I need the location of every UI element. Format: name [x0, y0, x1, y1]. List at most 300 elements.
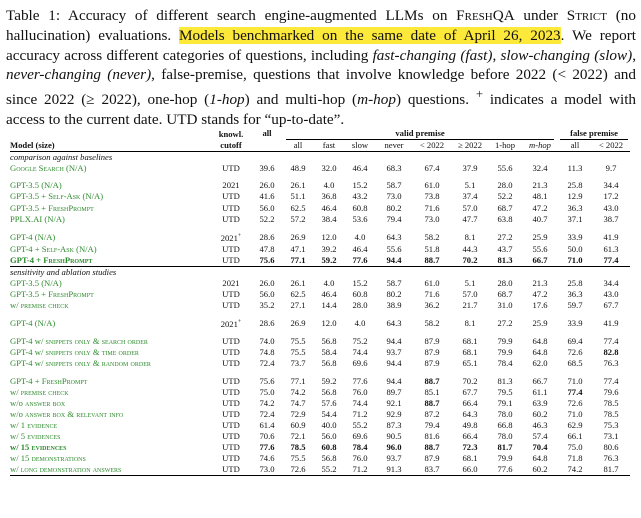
value-cell: 46.4: [352, 243, 368, 254]
value-cell: 49.8: [462, 419, 478, 430]
value-cell: 27.1: [290, 300, 306, 311]
value-cell: 94.4: [386, 358, 402, 369]
table-row: [10, 244, 630, 255]
table-row: [10, 317, 630, 330]
value-cell: 35.2: [259, 300, 275, 311]
table-row: [10, 289, 630, 300]
value-cell: 74.2: [259, 397, 275, 408]
value-cell: 47.1: [290, 243, 306, 254]
results-table-wrap: [10, 128, 630, 476]
value-cell: 74.0: [259, 336, 275, 347]
table-row: [10, 278, 630, 289]
cutoff-cell: UTD: [222, 386, 240, 397]
value-cell: 39.6: [259, 163, 275, 174]
table-row: [10, 442, 630, 453]
value-cell: 75.5: [290, 453, 306, 464]
value-cell: 87.3: [386, 419, 402, 430]
subheader: fast: [322, 140, 336, 151]
value-cell: 76.3: [603, 453, 619, 464]
value-cell: 58.4: [321, 347, 337, 358]
model-name: GPT-4 + FreshPrompt: [10, 375, 88, 386]
value-cell: 34.4: [603, 180, 619, 191]
value-cell: 61.4: [259, 419, 275, 430]
value-cell: 68.1: [462, 336, 478, 347]
value-cell: 65.1: [462, 358, 478, 369]
value-cell: 69.4: [567, 336, 583, 347]
table-row: [10, 336, 630, 347]
value-cell: 58.7: [386, 180, 402, 191]
value-cell: 75.5: [290, 336, 306, 347]
value-cell: 73.0: [424, 213, 440, 224]
value-cell: 39.2: [321, 243, 337, 254]
value-cell: 78.4: [497, 358, 513, 369]
table-row: [10, 409, 630, 420]
value-cell: 55.6: [532, 243, 548, 254]
table-row: [10, 203, 630, 214]
cutoff-cell: UTD: [222, 213, 240, 224]
value-cell: 72.9: [290, 408, 306, 419]
caption-text-2: under: [514, 7, 567, 24]
subheader: ≥ 2022: [457, 140, 483, 151]
value-cell: 28.6: [259, 318, 275, 329]
cutoff-cell: UTD: [222, 419, 240, 430]
value-cell: 56.8: [321, 358, 337, 369]
value-cell: 40.0: [321, 419, 337, 430]
model-name: GPT-3.5 (N/A): [10, 277, 62, 288]
value-cell: 60.2: [522, 464, 558, 476]
value-cell: 46.4: [321, 202, 337, 213]
value-cell: 47.2: [532, 202, 548, 213]
value-cell: 15.2: [352, 180, 368, 191]
value-cell: 74.6: [259, 453, 275, 464]
value-cell: 59.2: [321, 254, 337, 265]
cutoff-cell: 2021: [222, 180, 240, 191]
freshqa-name: FreshQA: [456, 7, 515, 24]
value-cell: 64.3: [386, 231, 402, 242]
value-cell: 77.1: [290, 254, 306, 265]
value-cell: 71.6: [424, 289, 440, 300]
value-cell: 53.6: [352, 213, 368, 224]
value-cell: 92.9: [386, 408, 402, 419]
value-cell: 81.7: [592, 464, 630, 476]
value-cell: 71.2: [344, 464, 376, 476]
value-cell: 57.4: [532, 430, 548, 441]
value-cell: 36.3: [567, 202, 583, 213]
value-cell: 25.8: [567, 277, 583, 288]
value-cell: 79.9: [497, 453, 513, 464]
value-cell: 62.5: [290, 289, 306, 300]
cutoff-cell: UTD: [222, 347, 240, 358]
value-cell: 83.7: [412, 464, 452, 476]
value-cell: 60.2: [532, 408, 548, 419]
value-cell: 94.4: [386, 254, 402, 265]
value-cell: 71.0: [567, 408, 583, 419]
value-cell: 4.0: [354, 318, 366, 329]
value-cell: 66.8: [497, 419, 513, 430]
highlighted-date-note: Models benchmarked on the same date of April 26, 2023: [179, 26, 561, 44]
strict-name: Strict: [566, 7, 607, 24]
value-cell: 4.0: [354, 231, 366, 242]
subheader: all: [293, 140, 303, 151]
subheader: < 2022: [598, 140, 624, 151]
value-cell: 79.1: [497, 397, 513, 408]
value-cell: 47.8: [259, 243, 275, 254]
knowl-header: knowl.: [218, 128, 244, 139]
value-cell: 56.8: [321, 386, 337, 397]
subheader: 1-hop: [494, 140, 516, 151]
caption-text-1: Table 1: Accuracy of different search engine-augmented LLMs on: [6, 7, 457, 24]
value-cell: 81.7: [497, 442, 513, 453]
value-cell: 62.5: [290, 202, 306, 213]
table-row: [10, 387, 630, 398]
value-cell: 78.4: [352, 442, 368, 453]
value-cell: 91.3: [376, 464, 412, 476]
value-cell: 78.5: [603, 397, 619, 408]
value-cell: 88.7: [424, 442, 440, 453]
table-row: [10, 453, 630, 464]
value-cell: 43.0: [603, 202, 619, 213]
model-name: GPT-3.5 + FreshPrompt: [10, 289, 94, 300]
value-cell: 59.2: [321, 375, 337, 386]
cutoff-cell: UTD: [222, 289, 240, 300]
model-name: Google Search (N/A): [10, 163, 87, 174]
value-cell: 68.1: [462, 453, 478, 464]
onehop-term: 1-hop: [209, 91, 245, 109]
value-cell: 76.0: [352, 453, 368, 464]
value-cell: 71.0: [567, 254, 583, 265]
value-cell: 68.7: [497, 289, 513, 300]
model-name: GPT-3.5 + FreshPrompt: [10, 202, 94, 213]
value-cell: 72.6: [567, 397, 583, 408]
value-cell: 74.2: [558, 464, 592, 476]
value-cell: 77.6: [259, 442, 275, 453]
value-cell: 41.6: [259, 191, 275, 202]
model-name: GPT-4 (N/A): [10, 318, 56, 329]
value-cell: 33.9: [567, 231, 583, 242]
value-cell: 43.0: [603, 289, 619, 300]
model-name: GPT-4 w/ snippets only & time order: [10, 347, 139, 358]
section-label-row: [10, 152, 630, 164]
value-cell: 71.0: [567, 375, 583, 386]
value-cell: 77.4: [603, 336, 619, 347]
table-row: [10, 163, 630, 174]
value-cell: 50.0: [567, 243, 583, 254]
value-cell: 68.1: [462, 347, 478, 358]
table-caption: [6, 6, 636, 130]
model-name: w/ premise check: [10, 386, 69, 397]
value-cell: 90.5: [386, 430, 402, 441]
value-cell: 88.7: [424, 375, 440, 386]
cutoff-cell: UTD: [222, 191, 240, 202]
table-row: [10, 358, 630, 369]
value-cell: 93.7: [386, 453, 402, 464]
value-cell: 57.0: [462, 289, 478, 300]
value-cell: 68.7: [497, 202, 513, 213]
value-cell: 47.2: [532, 289, 548, 300]
value-cell: 94.4: [386, 336, 402, 347]
value-cell: 14.4: [321, 300, 337, 311]
value-cell: 78.0: [497, 408, 513, 419]
value-cell: 63.9: [532, 397, 548, 408]
value-cell: 67.7: [462, 386, 478, 397]
value-cell: 5.1: [464, 277, 476, 288]
subheader: slow: [351, 140, 369, 151]
value-cell: 26.9: [290, 318, 306, 329]
value-cell: 46.4: [352, 163, 368, 174]
value-cell: 38.4: [321, 213, 337, 224]
value-cell: 57.6: [321, 397, 337, 408]
subheader: m-hop: [529, 140, 551, 151]
value-cell: 28.0: [497, 277, 513, 288]
section-label-row: [10, 266, 630, 278]
value-cell: 78.5: [603, 408, 619, 419]
value-cell: 56.8: [321, 336, 337, 347]
value-cell: 17.6: [532, 300, 548, 311]
value-cell: 70.2: [462, 375, 478, 386]
value-cell: 77.6: [352, 375, 368, 386]
table-row: [10, 180, 630, 191]
valid-premise-label: valid premise: [286, 128, 554, 140]
value-cell: 26.1: [290, 180, 306, 191]
table-row: [10, 255, 630, 267]
model-name: w/o answer box: [10, 397, 66, 408]
model-header: Model (size): [10, 140, 55, 151]
caption-text-10: indicates a model with access to the current date. UTD stands for “up-to-date”.: [6, 91, 637, 129]
table-body: [10, 152, 630, 476]
value-cell: 37.9: [462, 163, 478, 174]
value-cell: 67.7: [603, 300, 619, 311]
value-cell: 69.6: [352, 430, 368, 441]
value-cell: 55.6: [497, 163, 513, 174]
value-cell: 59.7: [567, 300, 583, 311]
model-name: GPT-3.5 + Self-Ask (N/A): [10, 191, 104, 202]
value-cell: 61.1: [532, 386, 548, 397]
cutoff-header: cutoff: [220, 140, 242, 151]
section-label: sensitivity and ablation studies: [10, 266, 630, 278]
caption-sep: ,: [492, 46, 501, 64]
value-cell: 62.0: [532, 358, 548, 369]
value-cell: 79.6: [603, 386, 619, 397]
value-cell: 79.4: [386, 213, 402, 224]
model-name: w/ premise check: [10, 300, 69, 311]
value-cell: 85.1: [424, 386, 440, 397]
subheader: < 2022: [419, 140, 445, 151]
value-cell: 62.9: [567, 419, 583, 430]
cutoff-cell: 2021+: [220, 232, 242, 243]
value-cell: 80.2: [386, 202, 402, 213]
value-cell: 55.6: [386, 243, 402, 254]
value-cell: 48.1: [532, 191, 548, 202]
value-cell: 58.2: [424, 318, 440, 329]
table-row: [10, 214, 630, 225]
false-premise-header: [558, 128, 630, 140]
value-cell: 73.0: [252, 464, 282, 476]
value-cell: 54.4: [321, 408, 337, 419]
value-cell: 4.0: [323, 180, 335, 191]
value-cell: 46.4: [321, 289, 337, 300]
value-cell: 25.9: [532, 231, 548, 242]
value-cell: 58.7: [386, 277, 402, 288]
value-cell: 66.7: [532, 254, 548, 265]
value-cell: 37.1: [567, 213, 583, 224]
value-cell: 61.3: [603, 243, 619, 254]
value-cell: 46.3: [532, 419, 548, 430]
value-cell: 68.5: [567, 358, 583, 369]
cutoff-cell: UTD: [222, 163, 240, 174]
value-cell: 72.6: [282, 464, 314, 476]
value-cell: 33.9: [567, 318, 583, 329]
caption-text-7: , false-premise, questions that involve knowledge before 2022 (< 2022) and since 2022 (≥ 2022), one-hop (: [6, 66, 636, 109]
value-cell: 12.0: [321, 318, 337, 329]
value-cell: 87.9: [424, 358, 440, 369]
value-cell: 66.0: [452, 464, 488, 476]
value-cell: 92.1: [386, 397, 402, 408]
value-cell: 44.3: [462, 243, 478, 254]
value-cell: 74.4: [352, 347, 368, 358]
valid-premise-header: [282, 128, 558, 140]
value-cell: 51.8: [424, 243, 440, 254]
value-cell: 75.0: [567, 442, 583, 453]
value-cell: 79.5: [497, 386, 513, 397]
cutoff-cell: UTD: [222, 358, 240, 369]
model-name: GPT-4 w/ snippets only & random order: [10, 358, 151, 369]
value-cell: 82.8: [603, 347, 619, 358]
cutoff-cell: UTD: [222, 300, 240, 311]
subheader: all: [570, 140, 580, 151]
value-cell: 72.3: [462, 442, 478, 453]
value-cell: 41.9: [603, 231, 619, 242]
caption-text-9: ) questions.: [395, 91, 476, 109]
value-cell: 12.9: [567, 191, 583, 202]
model-name: GPT-3.5 (N/A): [10, 180, 62, 191]
value-cell: 52.2: [259, 213, 275, 224]
model-name: GPT-4 (N/A): [10, 231, 56, 242]
cutoff-cell: UTD: [222, 397, 240, 408]
value-cell: 75.5: [290, 347, 306, 358]
model-name: GPT-4 + FreshPrompt: [10, 254, 93, 265]
value-cell: 11.3: [567, 163, 583, 174]
table-row: [10, 420, 630, 431]
value-cell: 9.7: [605, 163, 617, 174]
table-row: [10, 431, 630, 442]
cutoff-cell: UTD: [222, 408, 240, 419]
cutoff-cell: UTD: [210, 464, 252, 476]
value-cell: 25.9: [532, 318, 548, 329]
value-cell: 73.0: [386, 191, 402, 202]
cutoff-cell: 2021+: [220, 319, 242, 330]
value-cell: 79.9: [497, 347, 513, 358]
plus-symbol: +: [475, 87, 483, 102]
model-name: GPT-4 w/ snippets only & search order: [10, 336, 148, 347]
value-cell: 75.6: [259, 254, 275, 265]
value-cell: 38.9: [386, 300, 402, 311]
cutoff-cell: UTD: [222, 336, 240, 347]
table-row: [10, 300, 630, 311]
value-cell: 8.1: [464, 318, 476, 329]
mhop-term: m-hop: [357, 91, 396, 109]
value-cell: 26.9: [290, 231, 306, 242]
table-row: [10, 398, 630, 409]
value-cell: 37.4: [462, 191, 478, 202]
slow-term: slow-changing (slow): [500, 46, 633, 64]
value-cell: 94.4: [386, 375, 402, 386]
value-cell: 87.9: [424, 453, 440, 464]
value-cell: 81.6: [424, 430, 440, 441]
value-cell: 75.2: [352, 336, 368, 347]
value-cell: 60.8: [352, 202, 368, 213]
fast-term: fast-changing (fast): [372, 46, 493, 64]
value-cell: 77.4: [567, 386, 583, 397]
value-cell: 74.2: [290, 386, 306, 397]
value-cell: 56.0: [259, 202, 275, 213]
value-cell: 55.2: [314, 464, 344, 476]
value-cell: 15.2: [352, 277, 368, 288]
value-cell: 72.1: [290, 430, 306, 441]
value-cell: 76.0: [352, 386, 368, 397]
value-cell: 64.3: [462, 408, 478, 419]
value-cell: 41.9: [603, 318, 619, 329]
value-cell: 77.4: [603, 375, 619, 386]
model-name: w/ 15 evidences: [10, 442, 67, 453]
table-row: [10, 191, 630, 202]
value-cell: 76.3: [603, 358, 619, 369]
value-cell: 79.9: [497, 336, 513, 347]
value-cell: 43.7: [497, 243, 513, 254]
value-cell: 70.6: [259, 430, 275, 441]
header-row-1: [10, 128, 630, 140]
value-cell: 56.8: [321, 453, 337, 464]
value-cell: 58.2: [424, 231, 440, 242]
caption-text-4: . We report accuracy across different categories of questions, including: [6, 26, 637, 64]
all-header: all: [262, 128, 272, 138]
value-cell: 57.0: [462, 202, 478, 213]
value-cell: 60.8: [321, 442, 337, 453]
value-cell: 21.3: [532, 180, 548, 191]
value-cell: 87.2: [424, 408, 440, 419]
value-cell: 56.0: [321, 430, 337, 441]
value-cell: 96.0: [386, 442, 402, 453]
cutoff-cell: UTD: [222, 442, 240, 453]
value-cell: 4.0: [323, 277, 335, 288]
never-term: never-changing (never): [6, 66, 152, 84]
value-cell: 12.0: [321, 231, 337, 242]
value-cell: 87.9: [424, 336, 440, 347]
value-cell: 71.8: [567, 453, 583, 464]
value-cell: 38.7: [603, 213, 619, 224]
value-cell: 75.6: [259, 375, 275, 386]
cutoff-cell: 2021: [222, 277, 240, 288]
value-cell: 72.6: [567, 347, 583, 358]
value-cell: 55.2: [352, 419, 368, 430]
value-cell: 68.3: [386, 163, 402, 174]
value-cell: 64.8: [532, 453, 548, 464]
value-cell: 32.4: [532, 163, 548, 174]
value-cell: 25.8: [567, 180, 583, 191]
false-premise-label: false premise: [560, 128, 628, 140]
value-cell: 57.2: [290, 213, 306, 224]
value-cell: 70.4: [532, 442, 548, 453]
value-cell: 26.1: [290, 277, 306, 288]
value-cell: 75.0: [259, 386, 275, 397]
model-name: w/ 15 demonstrations: [10, 453, 86, 464]
value-cell: 77.6: [352, 254, 368, 265]
value-cell: 77.6: [488, 464, 522, 476]
value-cell: 73.1: [603, 430, 619, 441]
value-cell: 66.7: [532, 375, 548, 386]
table-row: [10, 376, 630, 387]
value-cell: 88.7: [424, 254, 440, 265]
value-cell: 56.0: [259, 289, 275, 300]
